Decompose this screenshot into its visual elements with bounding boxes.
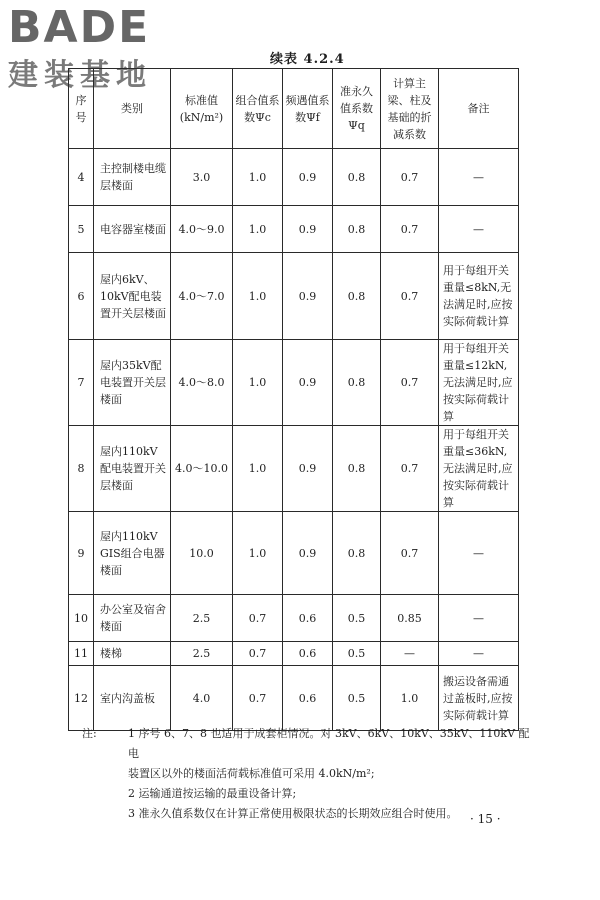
cell-seq: 8	[69, 426, 94, 512]
header-remark: 备注	[439, 69, 519, 149]
cell-remark: —	[439, 149, 519, 206]
cell-remark: —	[439, 206, 519, 253]
cell-combo: 0.7	[233, 642, 283, 666]
logo-wordmark: BADE	[8, 2, 151, 53]
cell-quasi: 0.5	[333, 595, 381, 642]
load-table	[68, 68, 519, 731]
cell-freq: 0.6	[283, 642, 333, 666]
cell-reduce: 0.7	[381, 512, 439, 595]
table-row	[69, 666, 519, 731]
cell-seq: 12	[69, 666, 94, 731]
cell-quasi: 0.5	[333, 666, 381, 731]
cell-seq: 11	[69, 642, 94, 666]
cell-freq: 0.9	[283, 149, 333, 206]
cell-quasi: 0.8	[333, 149, 381, 206]
cell-seq: 6	[69, 253, 94, 340]
table-row	[69, 512, 519, 595]
cell-standard: 10.0	[171, 512, 233, 595]
cell-seq: 4	[69, 149, 94, 206]
table-row	[69, 149, 519, 206]
cell-category: 屋内110kV配电装置开关层楼面	[94, 426, 171, 512]
cell-quasi: 0.8	[333, 426, 381, 512]
header-combo: 组合值系数Ψc	[233, 69, 283, 149]
page-number: · 15 ·	[470, 812, 501, 826]
header-quasi: 准永久值系数Ψq	[333, 69, 381, 149]
footnote-text: 准永久值系数仅在计算正常使用极限状态的长期效应组合时使用。	[138, 807, 458, 820]
cell-category: 屋内110kV GIS组合电器楼面	[94, 512, 171, 595]
footnote-number: 1	[128, 727, 135, 740]
footnote-text: 序号 6、7、8 也适用于成套柜情况。对 3kV、6kV、10kV、35kV、110kV 配电	[128, 727, 530, 760]
footnote-item	[92, 764, 532, 784]
cell-standard: 4.0～10.0	[171, 426, 233, 512]
cell-combo: 1.0	[233, 340, 283, 426]
header-freq: 频遇值系数Ψf	[283, 69, 333, 149]
table-row	[69, 340, 519, 426]
header-standard: 标准值(kN/m²)	[171, 69, 233, 149]
cell-seq: 5	[69, 206, 94, 253]
cell-quasi: 0.8	[333, 206, 381, 253]
cell-category: 屋内35kV配电装置开关层楼面	[94, 340, 171, 426]
table-row	[69, 253, 519, 340]
cell-reduce: 0.7	[381, 206, 439, 253]
cell-quasi: 0.8	[333, 512, 381, 595]
cell-standard: 2.5	[171, 642, 233, 666]
cell-standard: 4.0～7.0	[171, 253, 233, 340]
cell-category: 电容器室楼面	[94, 206, 171, 253]
cell-standard: 2.5	[171, 595, 233, 642]
footnote-prefix: 注:	[82, 727, 97, 740]
cell-freq: 0.9	[283, 206, 333, 253]
cell-freq: 0.9	[283, 340, 333, 426]
cell-combo: 1.0	[233, 206, 283, 253]
cell-reduce: —	[381, 642, 439, 666]
footnotes	[82, 724, 532, 824]
footnote-item	[92, 804, 532, 824]
table-row	[69, 206, 519, 253]
cell-combo: 1.0	[233, 512, 283, 595]
cell-freq: 0.9	[283, 512, 333, 595]
cell-quasi: 0.8	[333, 253, 381, 340]
cell-remark: 用于每组开关重量≤36kN,无法满足时,应按实际荷载计算	[439, 426, 519, 512]
cell-category: 主控制楼电缆层楼面	[94, 149, 171, 206]
cell-reduce: 0.7	[381, 340, 439, 426]
footnote-number: 2	[128, 787, 135, 800]
cell-standard: 4.0～8.0	[171, 340, 233, 426]
cell-standard: 4.0	[171, 666, 233, 731]
footnote-text: 运输通道按运输的最重设备计算;	[138, 787, 297, 800]
cell-freq: 0.6	[283, 666, 333, 731]
footnote-number: 3	[128, 807, 135, 820]
cell-standard: 4.0～9.0	[171, 206, 233, 253]
cell-quasi: 0.5	[333, 642, 381, 666]
cell-seq: 9	[69, 512, 94, 595]
cell-category: 室内沟盖板	[94, 666, 171, 731]
header-seq: 序号	[69, 69, 94, 149]
table-row	[69, 642, 519, 666]
cell-combo: 0.7	[233, 595, 283, 642]
cell-remark: 搬运设备需通过盖板时,应按实际荷载计算	[439, 666, 519, 731]
cell-category: 办公室及宿舍楼面	[94, 595, 171, 642]
cell-remark: 用于每组开关重量≤8kN,无法满足时,应按实际荷载计算	[439, 253, 519, 340]
header-reduce: 计算主梁、柱及基础的折减系数	[381, 69, 439, 149]
logo-subtitle: 建装基地	[8, 58, 152, 93]
cell-combo: 1.0	[233, 149, 283, 206]
cell-reduce: 1.0	[381, 666, 439, 731]
cell-category: 楼梯	[94, 642, 171, 666]
footnote-text: 装置区以外的楼面活荷载标准值可采用 4.0kN/m²;	[128, 767, 375, 780]
cell-reduce: 0.7	[381, 149, 439, 206]
cell-standard: 3.0	[171, 149, 233, 206]
cell-remark: —	[439, 642, 519, 666]
table-header-row	[69, 69, 519, 149]
cell-remark: 用于每组开关重量≤12kN,无法满足时,应按实际荷载计算	[439, 340, 519, 426]
cell-freq: 0.9	[283, 426, 333, 512]
cell-reduce: 0.7	[381, 253, 439, 340]
cell-quasi: 0.8	[333, 340, 381, 426]
table-row	[69, 426, 519, 512]
cell-freq: 0.9	[283, 253, 333, 340]
table-row	[69, 595, 519, 642]
cell-category: 屋内6kV、10kV配电装置开关层楼面	[94, 253, 171, 340]
cell-remark: —	[439, 512, 519, 595]
cell-reduce: 0.7	[381, 426, 439, 512]
cell-combo: 0.7	[233, 666, 283, 731]
cell-combo: 1.0	[233, 426, 283, 512]
cell-reduce: 0.85	[381, 595, 439, 642]
cell-freq: 0.6	[283, 595, 333, 642]
footnote-item	[82, 724, 532, 764]
cell-seq: 7	[69, 340, 94, 426]
cell-seq: 10	[69, 595, 94, 642]
header-category: 类别	[94, 69, 171, 149]
cell-combo: 1.0	[233, 253, 283, 340]
footnote-item	[92, 784, 532, 804]
cell-remark: —	[439, 595, 519, 642]
table-title: 续表 4.2.4	[270, 52, 345, 67]
